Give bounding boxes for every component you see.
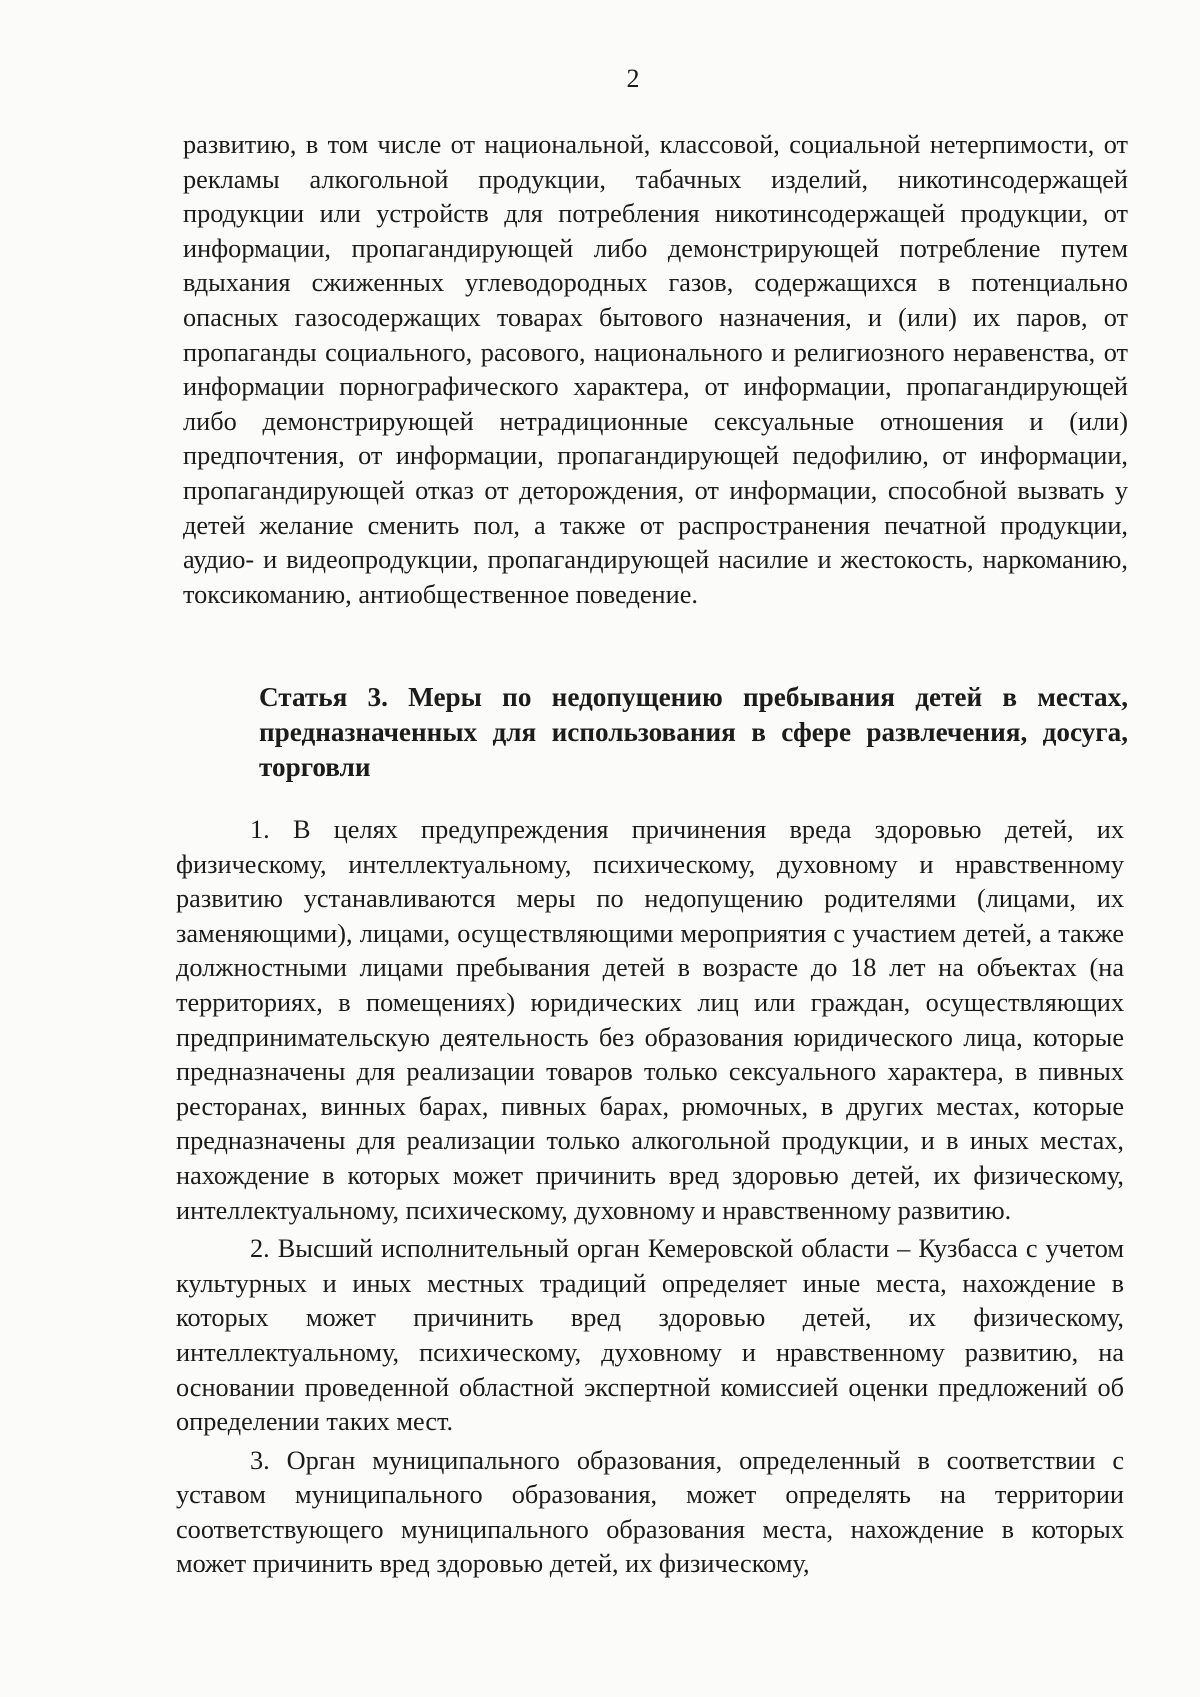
- paragraph-2: 2. Высший исполнительный орган Кемеровской области – Кузбасса с учетом культурных и иных местных традиций определяет иные места, нахождение в которых может причинить вред здоровью детей, их физическому, интеллектуальному, психическому, духовному и нравственному развитию, на основании проведенной областной экспертной комиссией оценки предложений об определении таких мест.: [176, 1234, 1124, 1437]
- article-3-heading: [183, 680, 1128, 785]
- paragraph-1: 1. В целях предупреждения причинения вреда здоровью детей, их физическому, интеллектуальному, психическому, духовному и нравственному развитию устанавливаются меры по недопущению родителями (лицами, их заменяющими), лицами, осуществляющими мероприятия с участием детей, а также должностными лицами пребывания детей в возрасте до 18 лет на объектах (на территориях, в помещениях) юридических лиц или граждан, осуществляющих предпринимательскую деятельность без образования юридического лица, которые предназначены для реализации товаров только сексуального характера, в пивных ресторанах, винных барах, пивных барах, рюмочных, в других местах, которые предназначены для реализации только алкогольной продукции, и в иных местах, нахождение в которых может причинить вред здоровью детей, их физическому, интеллектуальному, психическому, духовному и нравственному развитию.: [176, 815, 1124, 1225]
- paragraph: развитию, в том числе от национальной, классовой, социальной нетерпимости, от рекламы алкогольной продукции, табачных изделий, никотинсодержащей продукции или устройств для потребления никотинсодержащей продукции, от информации, пропагандирующей либо демонстрирующей потребление путем вдыхания сжиженных углеводородных газов, содержащихся в потенциально опасных газосодержащих товарах бытового назначения, и (или) их паров, от пропаганды социального, расового, национального и религиозного неравенства, от информации порнографического характера, от информации, пропагандирующей либо демонстрирующей нетрадиционные сексуальные отношения и (или) предпочтения, от информации, пропагандирующей педофилию, от информации, пропагандирующей отказ от деторождения, от информации, способной вызвать у детей желание сменить пол, а также от распространения печатной продукции, аудио- и видеопродукции, пропагандирующей насилие и жестокость, наркоманию, токсикоманию, антиобщественное поведение.: [183, 130, 1128, 609]
- paragraph-3: 3. Орган муниципального образования, определенный в соответствии с уставом муниципального образования, может определять на территории соответствующего муниципального образования места, нахождение в которых может причинить вред здоровью детей, их физическому,: [176, 1445, 1124, 1579]
- heading-text: Статья 3. Меры по недопущению пребывания детей в местах, предназначенных для использования в сфере развлечения, досуга, торговли: [259, 682, 1128, 782]
- article-3-body: [176, 813, 1124, 1582]
- page-number: 2: [626, 64, 640, 93]
- article-2-continuation: [183, 128, 1128, 612]
